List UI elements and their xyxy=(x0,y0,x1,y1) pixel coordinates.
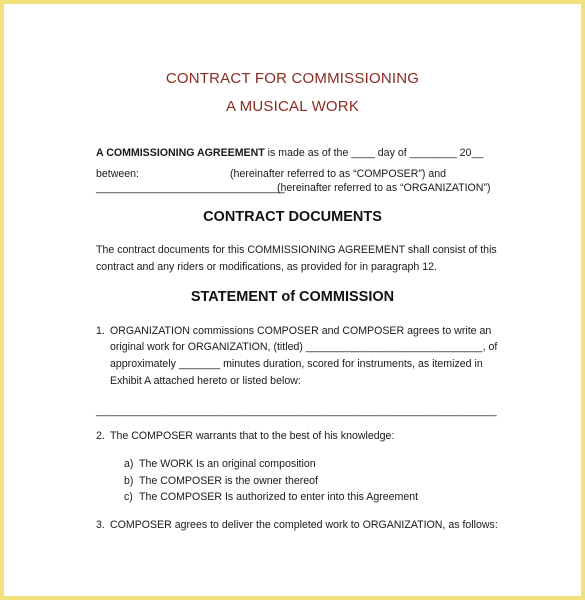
contract-documents-heading: CONTRACT DOCUMENTS xyxy=(203,209,382,225)
item1-line2: original work for ORGANIZATION, (titled) ______________________________, of xyxy=(110,341,498,353)
item2-sub-a-letter: a) xyxy=(124,458,134,470)
document-title-line2: A MUSICAL WORK xyxy=(225,98,360,115)
item2-line1: The COMPOSER warrants that to the best of his knowledge: xyxy=(110,430,395,442)
item1-line1: ORGANIZATION commissions COMPOSER and COMPOSER agrees to write an xyxy=(110,325,492,337)
item3-line1: COMPOSER agrees to deliver the completed work to ORGANIZATION, as follows: xyxy=(110,519,498,531)
contract-documents-line2: contract and any riders or modifications, as provided for in paragraph 12. xyxy=(96,261,437,273)
agreement-date-text: is made as of the ____ day of ________ 20__ xyxy=(264,147,484,159)
organization-reference: (hereinafter referred to as “ORGANIZATION”) xyxy=(277,182,491,194)
item1-line4: Exhibit A attached hereto or listed below: xyxy=(110,375,301,387)
item2-number: 2. xyxy=(96,430,105,442)
item2-sub-b-letter: b) xyxy=(124,475,134,487)
preamble-line1 xyxy=(96,146,483,160)
agreement-label: A COMMISSIONING AGREEMENT xyxy=(96,147,265,159)
item2-sub-a-text: The WORK Is an original composition xyxy=(139,458,316,470)
instrument-list-blank: ____________________________________________________________________ xyxy=(96,405,497,417)
composer-reference: (hereinafter referred to as “COMPOSER”) and xyxy=(230,168,447,180)
document-page xyxy=(6,4,579,592)
statement-heading: STATEMENT of COMMISSION xyxy=(190,289,395,305)
item2-sub-c-text: The COMPOSER Is authorized to enter into this Agreement xyxy=(139,491,419,503)
item2-sub-b-text: The COMPOSER is the owner thereof xyxy=(139,475,318,487)
item2-sub-c-letter: c) xyxy=(124,491,133,503)
item1-line3: approximately _______ minutes duration, scored for instruments, as itemized in xyxy=(110,358,483,370)
organization-blank: ________________________________ xyxy=(96,182,285,194)
item3-number: 3. xyxy=(96,519,105,531)
between-label: between: xyxy=(96,168,139,180)
contract-documents-line1: The contract documents for this COMMISSIONING AGREEMENT shall consist of this xyxy=(96,244,497,256)
document-title-line1: CONTRACT FOR COMMISSIONING xyxy=(165,70,420,87)
item1-number: 1. xyxy=(96,325,105,337)
